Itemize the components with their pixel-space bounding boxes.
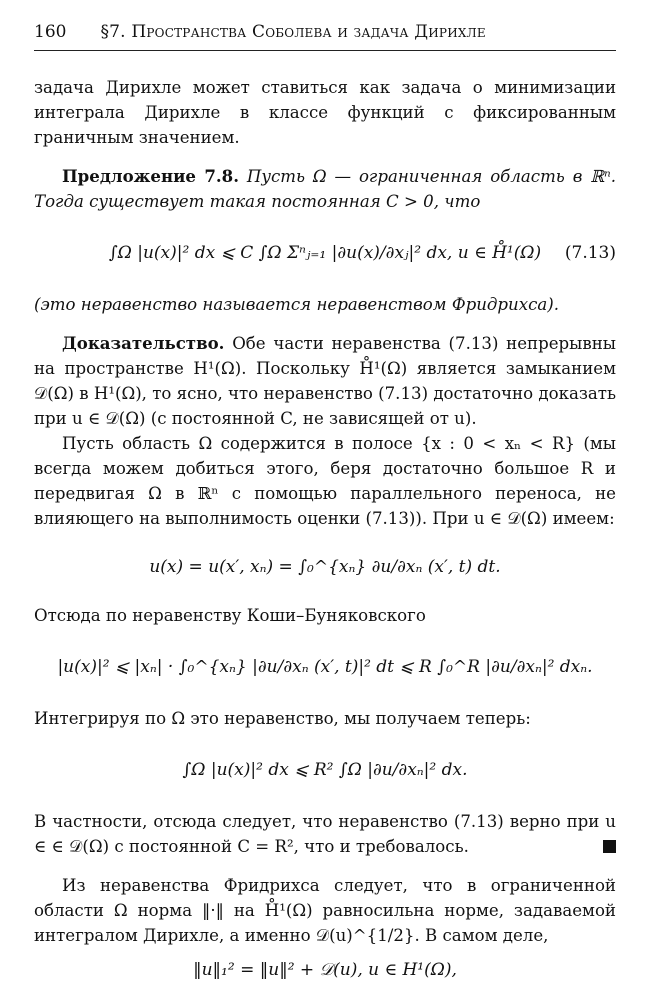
equation-integrated-body: ∫Ω |u(x)|² dx ⩽ R² ∫Ω |∂u/∂xₙ|² dx. xyxy=(182,759,468,780)
equation-number: (7.13) xyxy=(564,242,616,263)
qed-square-icon xyxy=(603,840,616,853)
running-header xyxy=(34,20,616,51)
proof-paragraph-4: Интегрируя по Ω это неравенство, мы получаем теперь: xyxy=(34,709,531,728)
equation-norm-body: ‖u‖₁² = ‖u‖² + 𝒟(u), u ∈ H¹(Ω), xyxy=(193,959,457,980)
proof-label: Доказательство. xyxy=(62,333,225,353)
equation-newton-leibniz-body: u(x) = u(x′, xₙ) = ∫₀^{xₙ} ∂u/∂xₙ (x′, t) dt. xyxy=(149,556,501,577)
equation-integrated xyxy=(34,731,616,809)
proposition-label: Предложение 7.8. xyxy=(62,166,239,186)
page-number: 160 xyxy=(34,22,67,42)
proof-paragraph-1 xyxy=(34,331,616,431)
proof-paragraph-5 xyxy=(34,809,616,859)
friedrichs-name-note: (это неравенство называется неравенством Фридрихса). xyxy=(34,295,560,314)
proof-paragraph-2: Пусть область Ω содержится в полосе {x : 0 < xₙ < R} (мы всегда можем добиться этого, беря достаточно большое R и передвигая Ω в ℝⁿ с помощью параллельного переноса, не влияющего на выполнимость оценки (7.13)). При u ∈ 𝒟(Ω) имеем: xyxy=(34,434,616,528)
equation-norm xyxy=(34,948,616,992)
proposition xyxy=(34,164,616,214)
proof-text-1: Обе части неравенства (7.13) непрерывны на пространстве H¹(Ω). Поскольку H̊¹(Ω) является замыканием 𝒟(Ω) в H¹(Ω), то ясно, что неравенство (7.13) достаточно доказать при u ∈ 𝒟(Ω) (с постоянной C, не зависящей от u). xyxy=(34,334,616,428)
proof-text-5: В частности, отсюда следует, что неравенство (7.13) верно при u ∈ ∈ 𝒟(Ω) с постоянной C = R², что и требовалось. xyxy=(34,812,616,856)
equation-cauchy-body: |u(x)|² ⩽ |xₙ| · ∫₀^{xₙ} |∂u/∂xₙ (x′, t)|² dt ⩽ R ∫₀^R |∂u/∂xₙ|² dxₙ. xyxy=(57,656,593,677)
proof-paragraph-3: Отсюда по неравенству Коши–Буняковского xyxy=(34,606,426,625)
closing-paragraph: Из неравенства Фридрихса следует, что в ограниченной области Ω норма ‖·‖ на H̊¹(Ω) равносильна норме, задаваемой интегралом Дирихле, а именно 𝒟(u)^{1/2}. В самом деле, xyxy=(34,876,616,945)
equation-friedrichs-body: ∫Ω |u(x)|² dx ⩽ C ∫Ω Σⁿⱼ₌₁ |∂u(x)/∂xⱼ|² dx, u ∈ H̊¹(Ω) xyxy=(108,242,542,263)
equation-newton-leibniz xyxy=(34,531,616,603)
equation-friedrichs xyxy=(34,214,616,292)
proposition-text: Пусть Ω — ограниченная область в ℝⁿ. Тогда существует такая постоянная C > 0, что xyxy=(34,167,617,211)
intro-paragraph: задача Дирихле может ставиться как задача о минимизации интеграла Дирихле в классе функций с фиксированным граничным значением. xyxy=(34,78,616,147)
running-title: §7. Пространства Соболева и задача Дирихле xyxy=(100,22,486,42)
equation-cauchy xyxy=(34,628,616,706)
